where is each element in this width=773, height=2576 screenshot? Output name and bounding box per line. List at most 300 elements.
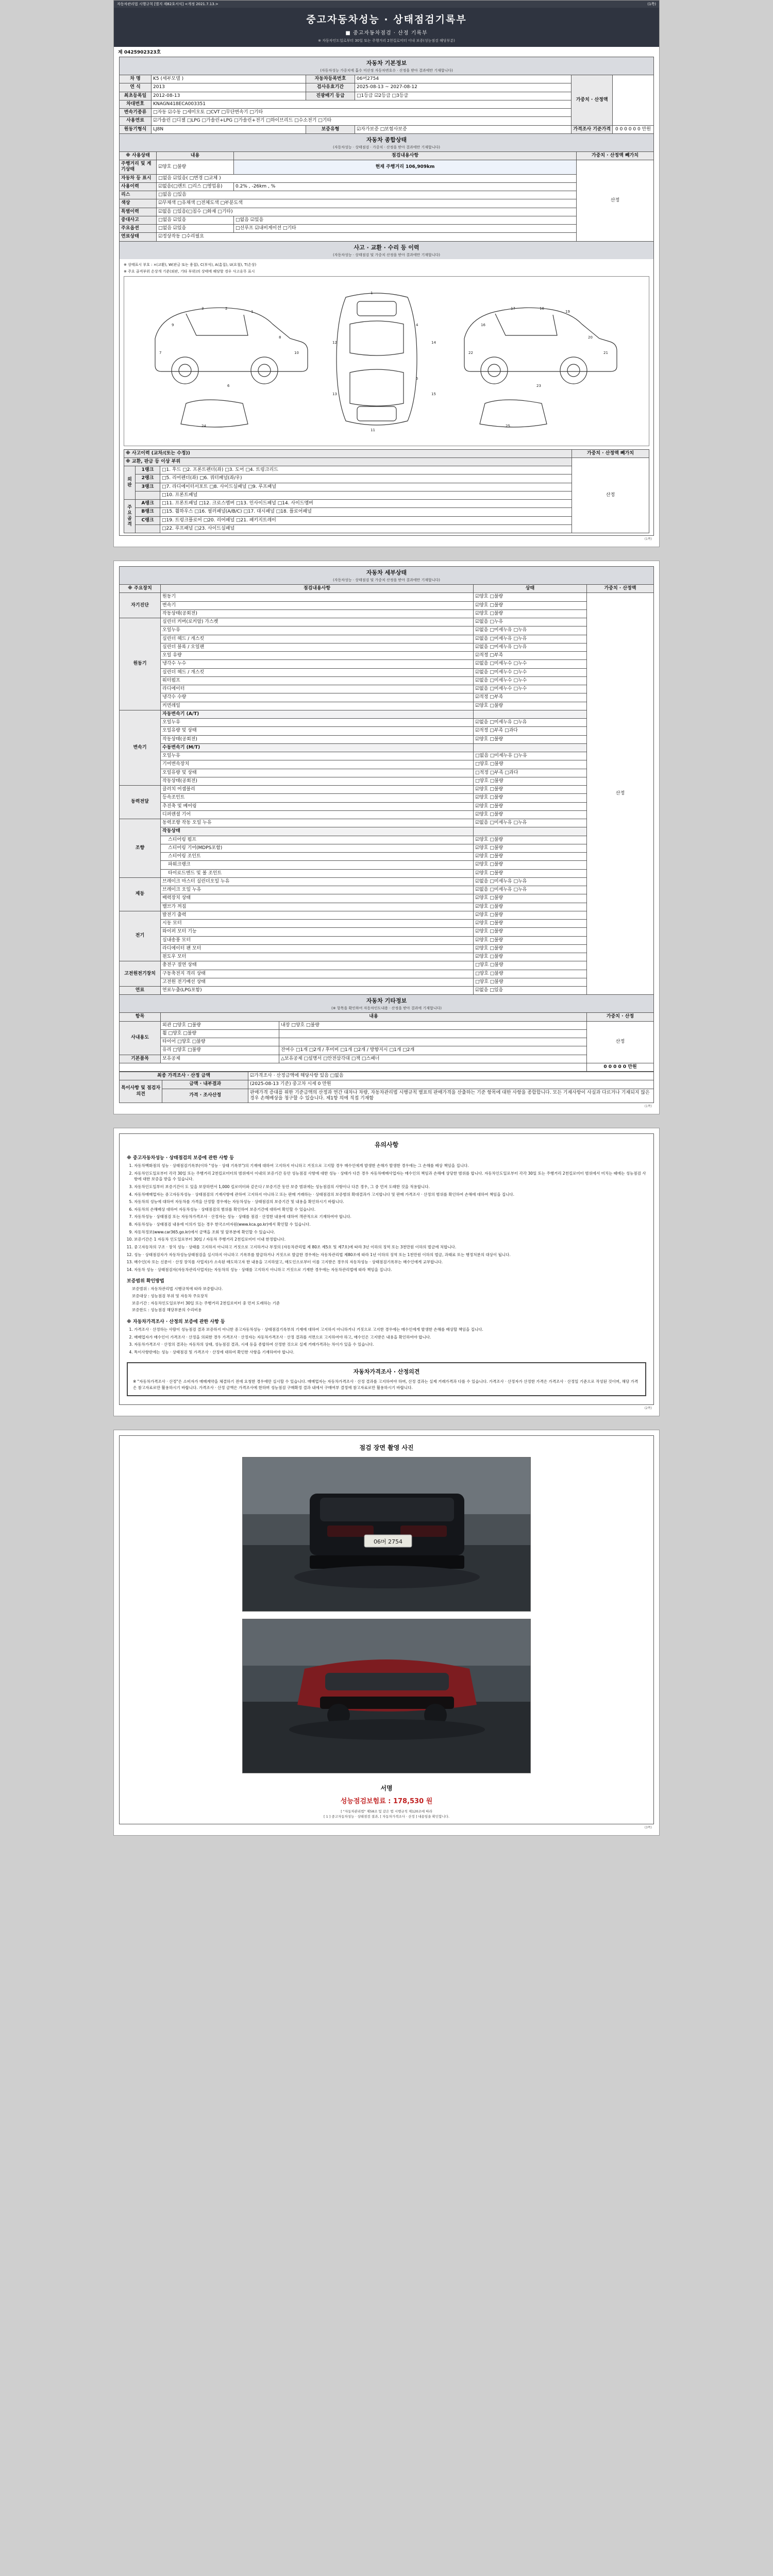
check-state[interactable]: ☑양호 □불량 bbox=[474, 903, 587, 911]
check-item: 실린더 헤드 / 개스킷 bbox=[161, 635, 474, 643]
check-item: 등속조인트 bbox=[161, 794, 474, 802]
check-state[interactable]: ☑양호 □불량 bbox=[474, 869, 587, 877]
insurance-fee-value: 178,530 원 bbox=[393, 1798, 433, 1806]
accident-history-table bbox=[124, 449, 649, 534]
col-head-2: 점검내용사항 bbox=[234, 151, 577, 160]
row-value-2: 2025-08-13 ~ 2027-08-12 bbox=[355, 83, 572, 92]
svg-text:14: 14 bbox=[431, 340, 436, 345]
check-item: 작동상태(공회전) bbox=[161, 777, 474, 785]
base-price-label: 가격조사 기준가격 bbox=[572, 125, 613, 133]
check-state[interactable]: ☑양호 □불량 bbox=[474, 601, 587, 609]
svg-text:6: 6 bbox=[227, 383, 230, 388]
rank-options[interactable]: □19. 트렁크플로어 □20. 리어패널 □21. 패키지트레이 bbox=[160, 516, 572, 524]
row-label: 사용연료 bbox=[120, 117, 152, 125]
notice-list-4 bbox=[134, 1327, 646, 1355]
check-state[interactable]: ☑양호 □불량 bbox=[474, 911, 587, 919]
overall-assessment-value: 산정 bbox=[577, 160, 654, 242]
check-state[interactable]: □적정 □부족 □과다 bbox=[474, 769, 587, 777]
check-item: 변속기 bbox=[161, 601, 474, 609]
notice-head-2: 보증범위 확인방법 bbox=[127, 1279, 164, 1284]
check-item: 라디에이터 팬 모터 bbox=[161, 944, 474, 953]
row-check[interactable]: □없음 □있음 bbox=[157, 191, 577, 199]
svg-text:1: 1 bbox=[251, 309, 254, 314]
other-group: 기본품목 bbox=[120, 1055, 161, 1063]
device-group: 연료 bbox=[120, 987, 161, 995]
check-item: 발전기 출력 bbox=[161, 911, 474, 919]
page-number-top: (1쪽) bbox=[647, 2, 656, 6]
section-accident-header bbox=[119, 242, 654, 259]
list-item: 1. 자동차백화점의 성능 · 상태점검기록부(이하 "성능 · 상태 기록부")의 기재에 대하여 고지하지 아니하고 거짓으로 고지할 경우 매수인에게 발생한 손해가 발생한 경우에는 그 손해를 배상 책임을 집니다. bbox=[134, 1163, 646, 1169]
row-extra: 0.2% , -26km , % bbox=[234, 182, 577, 191]
check-state[interactable]: ☑없음 □미세누수 □누수 bbox=[474, 668, 587, 676]
section-overall-title: 자동차 종합상태 bbox=[366, 136, 407, 143]
col-head-0: ※ 사용상태 bbox=[120, 151, 157, 160]
check-subhead: 작동상태 bbox=[161, 827, 474, 836]
row-value: 2012-08-13 bbox=[152, 92, 306, 100]
photo-1-graphic bbox=[243, 1458, 531, 1612]
svg-text:13: 13 bbox=[332, 392, 337, 396]
check-item: 연료누출(LPG포함) bbox=[161, 987, 474, 995]
other-assessment-value: 산정 bbox=[587, 1021, 654, 1063]
check-state[interactable]: ☑양호 □불량 bbox=[474, 844, 587, 852]
check-state[interactable]: ☑양호 □불량 bbox=[474, 836, 587, 844]
list-item: 9. 자동차정보(www.car365.go.kr)에서 금액을 조회 및 앞부분에 확인할 수 있습니다. bbox=[134, 1229, 646, 1235]
inspection-photo-1 bbox=[242, 1457, 531, 1612]
row-extra[interactable]: □없음 ☑있음 bbox=[234, 216, 577, 224]
page-title: 중고자동차성능 · 상태점검기록부 bbox=[306, 14, 467, 25]
notice-list-1 bbox=[134, 1163, 646, 1243]
check-item: 클러치 어셈블리 bbox=[161, 786, 474, 794]
row-label-2: 보증유형 bbox=[306, 125, 355, 133]
form-topbar bbox=[114, 1, 659, 8]
row-check[interactable]: ☑양호 □불량 bbox=[157, 160, 234, 175]
check-state bbox=[474, 743, 587, 752]
other-check-a[interactable]: 보유공제 bbox=[161, 1055, 279, 1063]
row-label: 원동기형식 bbox=[120, 125, 152, 133]
row-label: 연 식 bbox=[120, 83, 152, 92]
check-state[interactable]: □양호 □불량 bbox=[474, 970, 587, 978]
list-item: 2. 매매업자가 매수인이 가격조사 · 산정을 의뢰한 경우 가격조사 · 산정자는 자동차가격조사 · 산정 결과를 서면으로 고지하여야 하고, 매수인은 고지받은 내용을 확인하여야 합니다. bbox=[134, 1334, 646, 1341]
basic-info-table bbox=[119, 75, 654, 134]
svg-text:19: 19 bbox=[565, 309, 570, 314]
row-label: 최초등록일 bbox=[120, 92, 152, 100]
check-state[interactable]: □없음 □미세누유 □누유 bbox=[474, 752, 587, 760]
section-basic-info-header bbox=[119, 57, 654, 75]
svg-text:25: 25 bbox=[506, 423, 510, 428]
other-check-b[interactable]: 내장 □양호 □불량 bbox=[279, 1021, 587, 1029]
check-item: 와이퍼 모터 기능 bbox=[161, 928, 474, 936]
rank-options[interactable]: □11. 프론트패널 □12. 크로스멤버 □13. 인사이드패널 □14. 사이드멤버 bbox=[160, 500, 572, 508]
check-state[interactable]: ☑양호 □불량 bbox=[474, 953, 587, 961]
section-overall-header bbox=[119, 134, 654, 151]
check-state[interactable]: ☑양호 □불량 bbox=[474, 936, 587, 944]
list-item: 1. 가격조사 · 산정하는 사람이 성능점검 결과 보증하지 아니한 중고자동차성능 · 상태점검기록부의 기재에 대하여 고지하지 아니하거나 거짓으로 고지한 경우에는 매수인에게 발생한 손해를 배상할 책임을 집니다. bbox=[134, 1327, 646, 1333]
check-item: 냉각수 수량 bbox=[161, 693, 474, 702]
check-item: 파워크랭크 bbox=[161, 861, 474, 869]
section-other-header bbox=[119, 995, 654, 1012]
check-item: 브레이크 오일 누유 bbox=[161, 886, 474, 894]
final-price-title: 최종 가격조사 · 산정 금액 bbox=[120, 1072, 248, 1080]
check-item: 실린더 헤드 / 개스킷 bbox=[161, 668, 474, 676]
remarks-sub-b: 가격 · 조사산정 bbox=[162, 1089, 248, 1103]
check-state[interactable]: ☑없음 □미세누유 □누유 bbox=[474, 626, 587, 635]
price-opinion-body: ※ "자동차가격조사 · 산정"은 소비자가 매매계약을 체결하기 전에 요청한 경우에만 실시할 수 있습니다. 매매업자는 자동차가격조사 · 산정 결과를 고지하여야 하며, 산정 결과는 실제 거래가격과 다를 수 있습니다. 가격조사 · 산정자가 산정한 가격은 가격조사 · 산정일 기준으로 작성된 것이며, 해당 가격은 참고자료로만 활용하시기 바랍니다. 가격조사 · 산정 금액은 가격조사에 한하며 성능점검 구매확정 결과 내에서 구매여부 결정에 참고자료로만 활용하시기 바랍니다. bbox=[133, 1379, 638, 1391]
svg-text:2: 2 bbox=[225, 306, 228, 311]
row-key: 사용이력 bbox=[120, 182, 157, 191]
check-item: 밸브가 꺼짐 bbox=[161, 903, 474, 911]
list-item: 5. 자동차의 성능에 대하여 자동차를 가격을 산정할 경우에는 자동차성능 · 상태점검의 보증기간 및 내용을 확인하시기 바랍니다. bbox=[134, 1199, 646, 1205]
rank-options[interactable]: □5. 리어펜더(좌) □6. 쿼터패널(좌/우) bbox=[160, 474, 572, 483]
document-page-3 bbox=[113, 1128, 660, 1416]
page-mark-1: (1쪽) bbox=[644, 537, 652, 541]
svg-text:23: 23 bbox=[536, 383, 541, 388]
photo-footnote-2: [ 1 ] 중고자동차성능 · 상태점검 결과, [ 자동차가격조사 · 산정 ] 내용임을 확인합니다. bbox=[323, 1815, 450, 1819]
list-item: 4. 특이사항란에는 성능 · 상태점검 및 가격조사 · 산정에 대하여 확인한 사항을 기재하여야 합니다. bbox=[134, 1349, 646, 1355]
check-state[interactable]: ☑양호 □불량 bbox=[474, 853, 587, 861]
list-item: 4. 자동차매매업자는 중고자동차성능 · 상태점검의 기재사항에 관하여 고지하지 아니하고 또는 판매 거래하는 · 상태점검의 보증범위 확대결과가 고지합니다 및 판매 가격조사 · 산정의 범위를 확인하여 손해에 대하여 책임을 집니다. bbox=[134, 1192, 646, 1198]
check-state[interactable]: □양호 □불량 bbox=[474, 978, 587, 986]
check-item: 원동기 bbox=[161, 593, 474, 601]
svg-text:18: 18 bbox=[540, 306, 544, 311]
rank-options[interactable]: □1. 후드 □2. 프론트펜더(좌) □3. 도어 □4. 트렁크리드 bbox=[160, 466, 572, 474]
page-subnote: ※ 자동차인도일로부터 30일 또는 주행거리 2천킬로미터 이내 보증(성능점검 해당부분) bbox=[318, 39, 455, 43]
other-group: 사내용도 bbox=[120, 1021, 161, 1055]
section-overall-subtitle: (자동차성능 · 상태점검 · 가중치 · 산정을 받아 결과에만 기재합니다) bbox=[333, 145, 440, 149]
list-item: 3. 자동차가격조사 · 산정의 결과는 자동차의 상태, 성능점검 결과, 시세 등을 종합하여 산정한 것으로 실제 거래가격과는 차이가 있을 수 있습니다. bbox=[134, 1342, 646, 1348]
check-state[interactable]: ☑양호 □불량 bbox=[474, 609, 587, 618]
check-item: 실린더 커버(로커암) 가스켓 bbox=[161, 618, 474, 626]
total-amount-label bbox=[120, 1063, 587, 1071]
remarks-label: 특이사항 및 점검자 의견 bbox=[120, 1080, 162, 1103]
rank-options[interactable]: □10. 프론트패널 bbox=[160, 491, 572, 499]
insurance-fee-label: 성능점검보험료 : bbox=[340, 1798, 391, 1806]
other-check-b[interactable] bbox=[279, 1029, 587, 1038]
row-value: ☑가솔린 □디젤 □LPG □가솔린+LPG □가솔린+전기 □하이브리드 □수소전기 □기타 bbox=[152, 117, 572, 125]
check-state[interactable]: ☑양호 □불량 bbox=[474, 794, 587, 802]
row-value-2: □1등급 ☑2등급 □3등급 bbox=[355, 92, 572, 100]
check-item: 구동축전지 격리 상태 bbox=[161, 970, 474, 978]
device-group: 동력전달 bbox=[120, 786, 161, 819]
check-item: 오일 유량 bbox=[161, 652, 474, 660]
diagram-legend-2: ※ 주요 골격부위 손상개 기준(외판, 기타 부위)의 상태에 해당할 경우 사고유무 표시 bbox=[124, 269, 255, 274]
document-number-row bbox=[114, 47, 659, 57]
check-item: 오일유량 및 상태 bbox=[161, 769, 474, 777]
check-item: 고전원 전기배선 상태 bbox=[161, 978, 474, 986]
section-basic-info-title: 자동차 기본정보 bbox=[366, 60, 407, 66]
remarks-value-a: (2025-08-13 기준) 중고차 시세 0 만원 bbox=[248, 1080, 654, 1089]
check-state[interactable]: □양호 □불량 bbox=[474, 760, 587, 769]
check-state[interactable]: □양호 □불량 bbox=[474, 777, 587, 785]
list-item: 8. 자동차성능 · 상태점검 내용에 이의가 있는 경우 한국소비자원(www.kca.go.kr)에서 확인할 수 있습니다. bbox=[134, 1222, 646, 1228]
check-state[interactable]: ☑양호 □불량 bbox=[474, 944, 587, 953]
row-check[interactable]: ☑정상작동 □수리필요 bbox=[157, 233, 577, 241]
price-opinion-title: 자동차가격조사 · 산정의견 bbox=[353, 1368, 420, 1376]
check-state[interactable]: ☑양호 □불량 bbox=[474, 928, 587, 936]
row-extra[interactable]: □선루프 ☑내비게이션 □기타 bbox=[234, 225, 577, 233]
row-value-2: ☑자가보증 □보험사보증 bbox=[355, 125, 572, 133]
check-item: 시동 모터 bbox=[161, 920, 474, 928]
rank-label: 3랭크 bbox=[136, 483, 160, 491]
section-other-title: 자동차 기타정보 bbox=[366, 997, 407, 1005]
svg-text:20: 20 bbox=[588, 335, 593, 340]
check-state[interactable]: ☑양호 □불량 bbox=[474, 593, 587, 601]
notice-title: 유의사항 bbox=[374, 1141, 399, 1148]
row-label-2: 검사유효기간 bbox=[306, 83, 355, 92]
rank-options[interactable]: □22. 루프패널 □23. 사이드실패널 bbox=[160, 524, 572, 533]
diagram-legend-1: ※ 상태표시 부호 : ×(교환), W(판금 또는 용접), C(부식), A(흠집), U(요철), T(손상) bbox=[124, 262, 257, 267]
svg-text:12: 12 bbox=[332, 340, 337, 345]
document-title-block bbox=[114, 8, 659, 47]
row-check[interactable]: ☑없음 □있음(□침수 □화재 □기타) bbox=[157, 208, 577, 216]
svg-text:8: 8 bbox=[279, 335, 281, 340]
document-number-label: 제 bbox=[118, 50, 123, 55]
damage-diagram-panel bbox=[119, 259, 654, 536]
other-col-1: 내용 bbox=[161, 1013, 587, 1021]
accident-assessment-label: 가중치 · 산정액 빼가치 bbox=[572, 449, 649, 457]
col-head-3: 가중치 · 산정액 빼가치 bbox=[577, 151, 654, 160]
rank-label: B랭크 bbox=[136, 508, 160, 516]
check-item: 실내송풍 모터 bbox=[161, 936, 474, 944]
list-item: 10. 보증기간은 1 자동차 인도일로부터 30일 / 자동차 주행거리 2천킬로미터 이내 한정합니다. bbox=[134, 1236, 646, 1243]
row-value: KNAGN418ECA003351 bbox=[152, 100, 572, 108]
section-basic-info-subtitle: (자동차성능 가중치에 흡수 미산정 자동차변호수 · 산정을 받아 결과에만 기재합니다) bbox=[320, 69, 453, 73]
check-state[interactable]: ☑양호 □불량 bbox=[474, 810, 587, 819]
other-check-a[interactable]: 외관 □양호 □불량 bbox=[161, 1021, 279, 1029]
row-key: 주행거리 및 계기상태 bbox=[120, 160, 157, 175]
row-value: LJ8N bbox=[152, 125, 306, 133]
check-state[interactable]: ☑없음 □미세누수 □누수 bbox=[474, 685, 587, 693]
group-label-frame: 주요골격 bbox=[124, 500, 136, 533]
check-state[interactable]: ☑없음 □미세누수 □누수 bbox=[474, 660, 587, 668]
row-label: 변속기종류 bbox=[120, 109, 152, 117]
notice-head-3: ※ 자동차가격조사 · 산정의 보증에 관한 사항 등 bbox=[127, 1319, 225, 1325]
list-item: 13. 매수인(자 또는 신문이 · 산정 장치를 사업자)가 소속된 매도하고자 한 내용을 고지하였고, 매도인으로부터 이를 고지받은 경우의 자동차성능 · 상태점검기록부는 매수인에게 교부합니다. bbox=[134, 1259, 646, 1265]
rank-options[interactable]: □7. 라디에이터서포트 □8. 사이드실패널 □9. 루프패널 bbox=[160, 483, 572, 491]
check-state[interactable]: ☑양호 □불량 bbox=[474, 786, 587, 794]
check-state[interactable]: ☑적정 □부족 bbox=[474, 693, 587, 702]
svg-text:5: 5 bbox=[416, 376, 418, 381]
detail-state-table bbox=[119, 584, 654, 995]
check-state[interactable]: ☑없음 □미세누유 □누유 bbox=[474, 877, 587, 886]
list-item: 3. 자동차인도일부터 보증기간이 도 있을 보장하면서 1,000 킬로미터와 같은다 / 보증기간 동안 보증 범위에는 성능점검의 사항이나 다른 경우, 그 중 먼저 도래한 것을 적용합니다. bbox=[134, 1184, 646, 1190]
row-key: 자동차 등 표시 bbox=[120, 174, 157, 182]
section-accident-title: 사고 · 교환 · 수리 등 이력 bbox=[354, 244, 419, 251]
rank-label bbox=[136, 524, 160, 533]
check-state[interactable]: ☑양호 □불량 bbox=[474, 735, 587, 743]
device-group: 변속기 bbox=[120, 710, 161, 785]
sheet-1 bbox=[114, 1, 659, 547]
check-item: 오일누유 bbox=[161, 752, 474, 760]
section-other-subtitle: (※ 항목을 확인하여 자동차인도내용 · 산정을 받아 결과에 기재합니다) bbox=[331, 1006, 442, 1011]
page-mark-4: (3쪽) bbox=[644, 1825, 652, 1829]
svg-text:17: 17 bbox=[511, 306, 515, 311]
section-detail-subtitle: (자동차성능 · 상태점검 및 가중치 산정을 받아 결과에만 기재합니다) bbox=[332, 578, 441, 582]
notice-list-2 bbox=[134, 1244, 646, 1273]
parts-head: ※ 교환, 판금 등 이상 부위 bbox=[124, 457, 572, 466]
notice-panel bbox=[119, 1133, 654, 1405]
check-item: 라디에이터 bbox=[161, 685, 474, 693]
row-label: 차 명 bbox=[120, 75, 152, 83]
rank-options[interactable]: □15. 휠하우스 □16. 필러패널(A/B/C) □17. 대시패널 □18. 플로어패널 bbox=[160, 508, 572, 516]
warranty-scope: 보증범위 : 자동차관리법 시행규칙에 따라 보증합니다. bbox=[132, 1286, 223, 1292]
svg-text:11: 11 bbox=[371, 428, 375, 432]
row-check[interactable]: □없음 ☑있음( □변경 □교체 ) bbox=[157, 174, 577, 182]
check-state[interactable]: ☑없음 □미세누유 □누유 bbox=[474, 886, 587, 894]
other-check-b[interactable]: △보유공제 □설명서 □안전삼각대 □잭 □스패너 bbox=[279, 1055, 587, 1063]
row-value: K5 (세부모델 ) bbox=[152, 75, 306, 83]
check-item: 커먼레일 bbox=[161, 702, 474, 710]
svg-text:3: 3 bbox=[201, 306, 204, 311]
check-item: 타이로드엔드 및 볼 조인트 bbox=[161, 869, 474, 877]
check-subhead: 수동변속기 (M/T) bbox=[161, 743, 474, 752]
total-amount-value: 0 0 0 0 0 만원 bbox=[587, 1063, 654, 1071]
check-state bbox=[474, 827, 587, 836]
check-item: 기어변속장치 bbox=[161, 760, 474, 769]
other-check-b[interactable] bbox=[279, 1038, 587, 1046]
rank-label: 1랭크 bbox=[136, 466, 160, 474]
check-state[interactable]: ☑양호 □불량 bbox=[474, 920, 587, 928]
other-col-0: 항목 bbox=[120, 1013, 161, 1021]
check-state[interactable]: ☑없음 □있음 bbox=[474, 987, 587, 995]
page-mark-3: (2쪽) bbox=[644, 1406, 652, 1411]
check-item: 스티어링 펌프 bbox=[161, 836, 474, 844]
row-value: 2013 bbox=[152, 83, 306, 92]
svg-text:7: 7 bbox=[159, 350, 162, 355]
check-state[interactable]: ☑없음 □미세누유 □누유 bbox=[474, 819, 587, 827]
row-key: 주요옵션 bbox=[120, 225, 157, 233]
check-item: 동력조향 작동 오일 누유 bbox=[161, 819, 474, 827]
notice-head-1: ※ 중고자동차성능 · 상태점검의 보증에 관한 사항 등 bbox=[127, 1156, 234, 1161]
check-state[interactable]: ☑없음 □누유 bbox=[474, 618, 587, 626]
check-state[interactable]: ☑없음 □미세누유 □누유 bbox=[474, 635, 587, 643]
row-key: 색상 bbox=[120, 199, 157, 208]
device-group: 원동기 bbox=[120, 618, 161, 710]
check-item: 배력장치 상태 bbox=[161, 894, 474, 903]
price-opinion-box bbox=[127, 1362, 646, 1396]
check-subhead: 자동변속기 (A/T) bbox=[161, 710, 474, 718]
group-label-outer: 외판 bbox=[124, 466, 136, 500]
svg-text:21: 21 bbox=[603, 350, 608, 355]
detail-col-1: 점검내용사항 bbox=[161, 585, 474, 593]
page-mark-2: (1쪽) bbox=[644, 1105, 652, 1108]
check-state[interactable]: ☑양호 □불량 bbox=[474, 861, 587, 869]
warranty-period: 보증기간 : 자동차인도일로부터 30일 또는 주행거리 2천킬로미터 중 먼저 도래하는 기준 bbox=[132, 1300, 280, 1306]
car-diagram-svg bbox=[124, 277, 649, 446]
check-item: 충전구 절연 상태 bbox=[161, 961, 474, 970]
check-item: 워터펌프 bbox=[161, 676, 474, 685]
list-item: 6. 자동차의 손해배상 대하여 자동차성능 · 상태점검의 범위를 확인하여 보증기간에 대하여 확인할 수 있습니다. bbox=[134, 1207, 646, 1213]
check-state[interactable]: ☑양호 □불량 bbox=[474, 802, 587, 810]
row-check[interactable]: ☑무채색 □유채색 □전체도색 □부분도색 bbox=[157, 199, 577, 208]
row-check[interactable]: □없음 ☑있음 bbox=[157, 216, 234, 224]
list-item: 2. 자동차인도일로부터 각각 30일 또는 주행거리 2천킬로미터의 범위에서 이내의 보증기간 동안 성능점검 사항에 대한 성능 · 상태가 다른 경우 자동차매매사업자는 매수인의 책임과 손해에 상당한 범위를 합니다. 자동차인도일로부터 각각 30일 또는 주행거리 2천킬로미터 범위에서 미치는 때에는 성능점검 사항에 대한 보증을 받을 수 있습니다. bbox=[134, 1171, 646, 1182]
check-state[interactable]: ☑적정 □부족 □과다 bbox=[474, 727, 587, 735]
damage-diagram-canvas[interactable] bbox=[124, 276, 649, 446]
section-detail-title: 자동차 세부상태 bbox=[366, 569, 407, 576]
accident-assessment-value: 산정 bbox=[572, 457, 649, 533]
row-label: 차대번호 bbox=[120, 100, 152, 108]
other-check-a[interactable]: 휠 □양호 □불량 bbox=[161, 1029, 279, 1038]
document-page bbox=[113, 0, 660, 547]
check-item: 작동상태(공회전) bbox=[161, 735, 474, 743]
row-label-2: 진광배기 등급 bbox=[306, 92, 355, 100]
document-page-2 bbox=[113, 561, 660, 1114]
other-check-a[interactable]: 유리 □양호 □불량 bbox=[161, 1046, 279, 1055]
check-item: 디퍼렌셜 기어 bbox=[161, 810, 474, 819]
check-state[interactable]: □양호 □불량 bbox=[474, 961, 587, 970]
device-group: 자기진단 bbox=[120, 593, 161, 618]
device-group: 고전원전기장치 bbox=[120, 961, 161, 987]
list-item: 14. 자동차 성능 · 상태점검자(자동차관리사업자)는 자동차의 성능 · 상태를 고지하지 아니하고 거짓으로 기재한 경우에는 자동차관리법에 따라 책임을 집니다. bbox=[134, 1267, 646, 1273]
svg-text:15: 15 bbox=[431, 392, 436, 396]
rank-label bbox=[136, 491, 160, 499]
detail-assessment-value: 산정 bbox=[587, 593, 654, 995]
row-value-2: 06머2754 bbox=[355, 75, 572, 83]
check-state[interactable]: ☑없음 □미세누유 □누유 bbox=[474, 719, 587, 727]
check-state[interactable]: ☑양호 □불량 bbox=[474, 702, 587, 710]
check-item: 추진축 및 베어링 bbox=[161, 802, 474, 810]
odometer-value: 현재 주행거리 106,909km bbox=[234, 160, 577, 175]
remarks-value-b: 판매가격 증대를 위한 기준금액의 산정과 연간 대차나 차량, 자동차관리법 시행규칙 별표의 판매가격을 산출하는 기준 항목에 대한 사항을 종합합니다. 모든 기재사항이 사실과 다르거나 기재되지 않은 경우 손해배상을 청구할 수 있습니다. 제1항 의에 직접 기재함 bbox=[248, 1089, 654, 1103]
check-item: 오일누유 bbox=[161, 626, 474, 635]
document-page-4 bbox=[113, 1430, 660, 1836]
list-item: 12. 성능 · 상태점검자가 자동차성능상태점검을 실시하지 아니하고 기록부를 발급하거나 거짓으로 발급한 경우에는 자동차관리법 제80조에 따라 1년 이하의 징역 또는 1천만원 이하의 벌금, 과태료 또는 행정처분의 대상이 됩니다. bbox=[134, 1252, 646, 1258]
form-reference: 자동차관리법 시행규칙 [별지 제82호서식] <개정 2021.7.13.> bbox=[117, 2, 219, 6]
svg-text:22: 22 bbox=[468, 350, 473, 355]
remarks-sub-a: 금액 · 내부결과 bbox=[162, 1080, 248, 1089]
svg-text:1: 1 bbox=[371, 291, 373, 295]
check-state[interactable]: ☑없음 □미세누유 □누유 bbox=[474, 643, 587, 651]
overall-state-table bbox=[119, 151, 654, 242]
row-key: 특별이력 bbox=[120, 208, 157, 216]
row-check[interactable]: □없음 ☑있음 bbox=[157, 225, 234, 233]
svg-text:4: 4 bbox=[416, 323, 418, 327]
col-head-1: 내용 bbox=[157, 151, 234, 160]
other-check-b[interactable]: 잔여수 □1개 □2개 / 후미비 □1개 □2개 / 방향지시 □1개 □2개 bbox=[279, 1046, 587, 1055]
row-key: 중대사고 bbox=[120, 216, 157, 224]
photo-2-graphic bbox=[243, 1619, 531, 1773]
check-item: 냉각수 누수 bbox=[161, 660, 474, 668]
detail-col-3: 가중치 · 산정액 bbox=[587, 585, 654, 593]
document-number-value: 0425902323호 bbox=[124, 50, 161, 55]
accident-note: ※ 사고이력 (교차/(또는 수정)) bbox=[124, 449, 572, 457]
check-state bbox=[474, 710, 587, 718]
photo-panel bbox=[119, 1435, 654, 1824]
check-item: 작동상태(공회전) bbox=[161, 609, 474, 618]
check-item: 브레이크 마스터 실린더오일 누유 bbox=[161, 877, 474, 886]
final-price-flag[interactable]: ☑가격조사 · 산정금액에 해당사항 있음 □없음 bbox=[248, 1072, 654, 1080]
check-item: 오일누유 bbox=[161, 719, 474, 727]
check-item: 스티어링 기어(MDPS포함) bbox=[161, 844, 474, 852]
check-state[interactable]: ☑없음 □미세누수 □누수 bbox=[474, 676, 587, 685]
check-state[interactable]: ☑적정 □부족 bbox=[474, 652, 587, 660]
check-item: 스티어링 조인트 bbox=[161, 853, 474, 861]
gavg-label: 가중치 · 산정액 bbox=[572, 75, 613, 126]
row-check[interactable]: ☑없음(□렌트 □리스 □영업용) bbox=[157, 182, 234, 191]
insurance-fee-row bbox=[124, 1794, 649, 1809]
check-item: 윈도우 모터 bbox=[161, 953, 474, 961]
row-key: 연료상태 bbox=[120, 233, 157, 241]
license-plate-1: 06머 2754 bbox=[373, 1538, 403, 1546]
signature-label: 서명 bbox=[380, 1785, 393, 1792]
check-state[interactable]: ☑양호 □불량 bbox=[474, 894, 587, 903]
other-check-a[interactable]: 타이어 □양호 □불량 bbox=[161, 1038, 279, 1046]
section-accident-subtitle: (자동차성능 · 상태점검 및 가중치 산정을 받아 결과에만 기재합니다) bbox=[332, 252, 441, 257]
warranty-limit: 보증한도 : 성능점검 해당부분의 수리비용 bbox=[132, 1308, 202, 1313]
device-group: 전기 bbox=[120, 911, 161, 961]
page-subtitle: ■ 중고자동차점검 · 산정 기록부 bbox=[345, 30, 428, 36]
detail-col-0: ※ 주요장치 bbox=[120, 585, 161, 593]
